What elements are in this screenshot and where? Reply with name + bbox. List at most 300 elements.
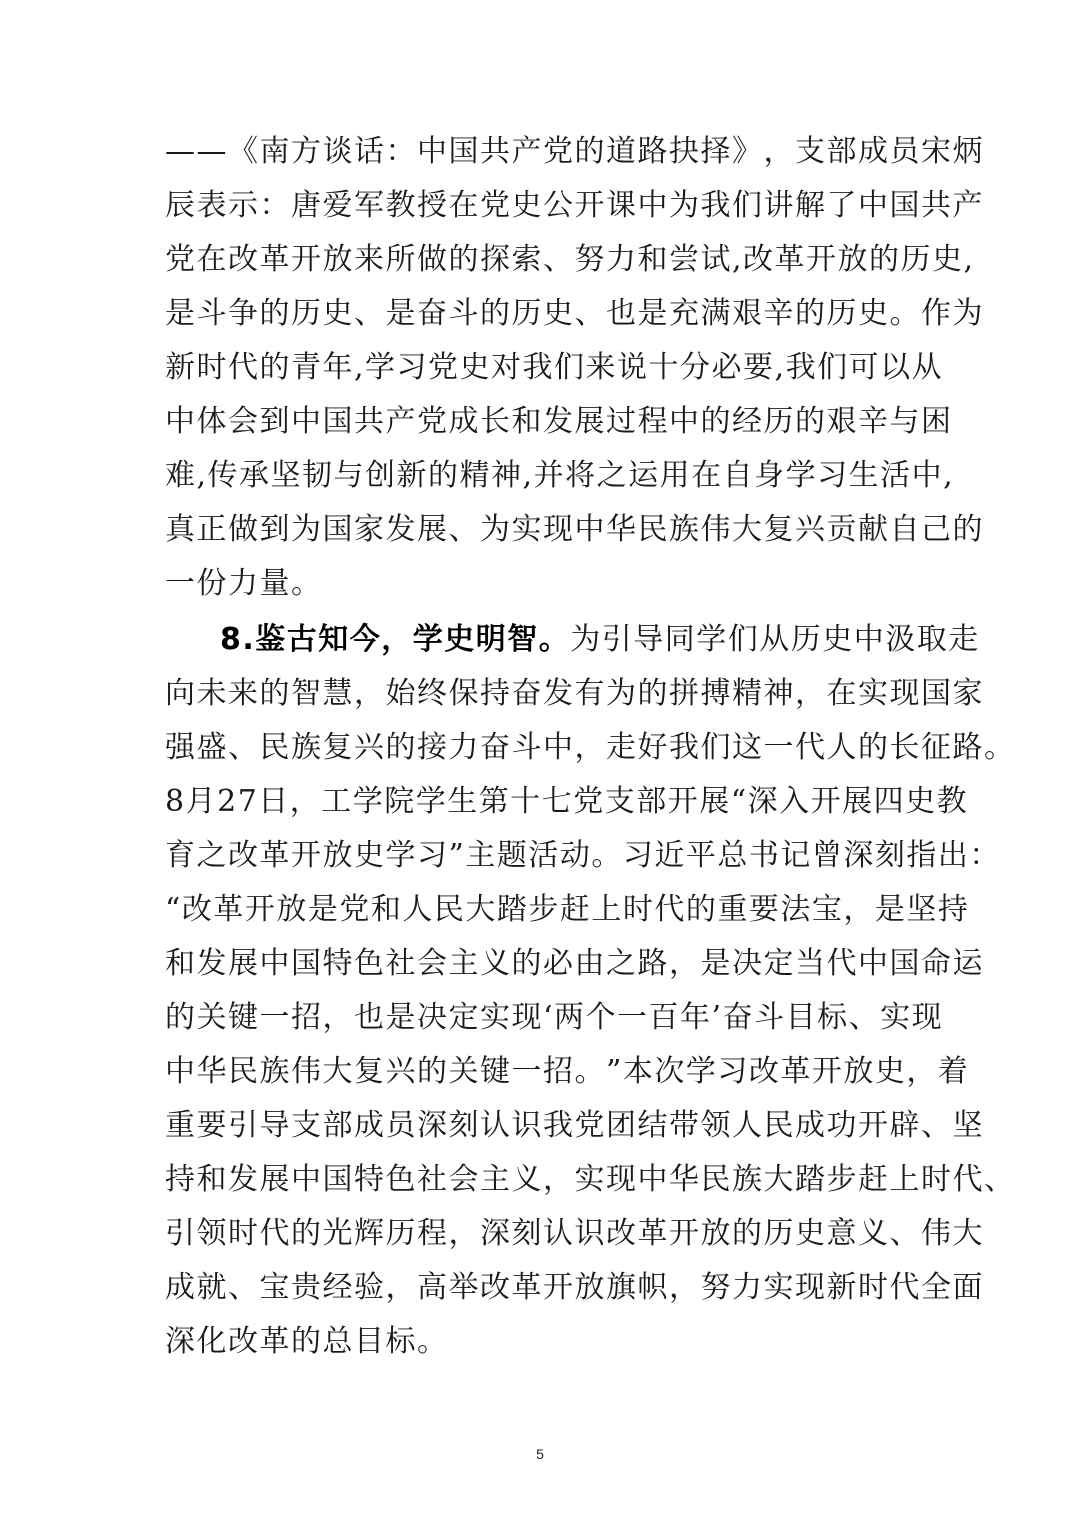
glyph: 活 [528, 838, 560, 873]
glyph: 改 [606, 1216, 638, 1251]
glyph: 为 [291, 512, 323, 547]
glyph: 时 [622, 892, 655, 927]
glyph: 8 [165, 784, 186, 819]
glyph: 家 [354, 512, 386, 547]
glyph: 我 [700, 188, 732, 223]
glyph: 盛 [196, 730, 228, 765]
glyph: 实 [480, 1000, 512, 1035]
glyph: ： [259, 188, 291, 223]
glyph: 中 [911, 458, 944, 493]
glyph: 中 [543, 730, 575, 765]
glyph: 当 [795, 946, 827, 981]
glyph: 的 [259, 296, 291, 331]
glyph: 个 [585, 1000, 618, 1035]
glyph: 史 [905, 784, 937, 819]
glyph: 满 [700, 296, 732, 331]
glyph: 《 [228, 134, 260, 169]
glyph: 斗 [754, 1000, 786, 1035]
glyph: 年 [680, 1000, 712, 1035]
glyph: “ [165, 892, 182, 927]
glyph: 团 [606, 1108, 638, 1143]
glyph: 走 [606, 730, 638, 765]
glyph: 认 [480, 1108, 512, 1143]
text-line [165, 1052, 970, 1092]
glyph: 成 [448, 404, 480, 439]
glyph: 家 [952, 676, 984, 711]
glyph: 国 [448, 134, 480, 169]
glyph: 之 [196, 838, 228, 873]
glyph: 中 [637, 188, 669, 223]
glyph: 伟 [921, 1216, 953, 1251]
glyph: 必 [543, 946, 575, 981]
glyph: 和 [637, 242, 669, 277]
glyph: 的 [637, 676, 669, 711]
text-line [165, 1214, 984, 1254]
glyph: ， [669, 1270, 701, 1305]
glyph: 题 [496, 838, 529, 873]
glyph: 国 [322, 512, 354, 547]
glyph: 是 [385, 1000, 417, 1035]
glyph: 旗 [606, 1270, 638, 1305]
glyph: 民 [433, 892, 466, 927]
glyph: 爱 [322, 188, 354, 223]
glyph: 来 [228, 676, 260, 711]
glyph: 创 [365, 458, 397, 493]
glyph: 意 [826, 1216, 858, 1251]
glyph: 坚 [952, 1108, 984, 1143]
glyph: 中 [858, 188, 890, 223]
glyph: 实 [511, 512, 543, 547]
glyph: 主 [448, 946, 480, 981]
glyph: 族 [732, 1162, 764, 1197]
glyph: 引 [165, 1216, 197, 1251]
text-line [165, 782, 969, 822]
glyph: 近 [654, 838, 686, 873]
glyph: 社 [417, 1162, 449, 1197]
glyph: 运 [628, 458, 660, 493]
glyph: 史 [932, 242, 964, 277]
text-line [165, 240, 975, 280]
text-line [165, 510, 984, 550]
glyph: 产 [952, 188, 984, 223]
glyph: 到 [259, 404, 291, 439]
glyph: 华 [606, 512, 638, 547]
glyph: 主 [465, 838, 497, 873]
glyph: 持 [480, 676, 512, 711]
glyph: 是 [637, 296, 669, 331]
glyph: 历 [291, 296, 323, 331]
glyph: ， [843, 892, 875, 927]
glyph: 是 [307, 892, 340, 927]
glyph: 承 [239, 458, 271, 493]
glyph: 决 [417, 1000, 449, 1035]
glyph: 神 [491, 458, 523, 493]
glyph: 持 [165, 1162, 197, 1197]
glyph: ， [322, 1000, 354, 1035]
glyph: 择 [700, 134, 732, 169]
glyph: , [354, 350, 366, 385]
glyph: 力 [732, 1270, 764, 1305]
glyph: 兴 [354, 730, 386, 765]
glyph: 育 [165, 838, 197, 873]
glyph: 改 [228, 838, 260, 873]
glyph: 程 [417, 1216, 449, 1251]
glyph: ， [448, 1216, 480, 1251]
glyph: 支 [291, 1108, 323, 1143]
glyph: 光 [322, 1216, 354, 1251]
glyph: 生 [447, 784, 479, 819]
glyph: ’ [711, 1000, 723, 1035]
glyph: 革 [511, 1270, 543, 1305]
glyph: 的 [417, 1054, 449, 1089]
glyph: 新 [826, 1270, 858, 1305]
glyph: 我 [543, 1108, 575, 1143]
glyph: 平 [685, 838, 718, 873]
glyph: 深 [417, 1108, 449, 1143]
glyph: 举 [448, 1270, 480, 1305]
glyph: 总 [717, 838, 749, 873]
glyph: 实 [858, 676, 890, 711]
text-line [165, 456, 955, 496]
glyph: 大 [732, 512, 764, 547]
glyph: 2 [217, 784, 238, 819]
text-line [165, 1106, 984, 1146]
glyph: 力 [448, 730, 480, 765]
glyph: 放 [574, 1270, 606, 1305]
glyph: 为 [669, 188, 701, 223]
glyph: 十 [510, 784, 542, 819]
glyph: 族 [669, 512, 701, 547]
glyph: 路 [952, 730, 984, 765]
glyph: 南 [259, 134, 291, 169]
glyph: 努 [700, 1270, 732, 1305]
glyph: 史 [322, 296, 354, 331]
glyph: 展 [228, 946, 260, 981]
glyph: 法 [780, 892, 812, 927]
glyph: 学 [415, 784, 448, 819]
glyph: 可 [848, 350, 881, 385]
glyph: 结 [637, 1108, 669, 1143]
glyph: 代 [826, 946, 858, 981]
glyph: 经 [732, 404, 764, 439]
glyph: 习 [396, 350, 429, 385]
glyph: 国 [322, 1162, 354, 1197]
glyph: 一 [259, 1000, 291, 1035]
glyph: 成 [354, 1108, 386, 1143]
glyph: 我 [522, 350, 555, 385]
glyph: 决 [732, 946, 764, 981]
glyph: 共 [354, 404, 386, 439]
glyph: 开 [811, 1054, 844, 1089]
glyph: 表 [196, 188, 228, 223]
glyph: ， [574, 730, 606, 765]
glyph: 在 [196, 242, 228, 277]
glyph: 的 [480, 296, 512, 331]
glyph: , [732, 242, 744, 277]
glyph: 展 [417, 512, 449, 547]
glyph: 本 [622, 1054, 655, 1089]
glyph: 党 [543, 134, 575, 169]
glyph: 员 [889, 134, 921, 169]
glyph: 放 [843, 1054, 875, 1089]
glyph: 民 [763, 1108, 795, 1143]
glyph: 时 [858, 1270, 890, 1305]
glyph: 程 [637, 404, 669, 439]
glyph: 开 [858, 1108, 890, 1143]
glyph: 月 [185, 784, 218, 819]
glyph: 接 [417, 730, 449, 765]
glyph: 识 [511, 1108, 543, 1143]
glyph: 教 [936, 784, 969, 819]
glyph: ， [289, 784, 322, 819]
glyph: 民 [228, 1054, 260, 1089]
glyph: 、 [228, 730, 260, 765]
glyph: 出 [937, 838, 970, 873]
glyph: 识 [574, 1216, 606, 1251]
glyph: 献 [858, 512, 890, 547]
glyph: 是 [700, 946, 732, 981]
glyph: 重 [717, 892, 749, 927]
glyph: 一 [617, 1000, 649, 1035]
glyph: 争 [228, 296, 260, 331]
glyph: 为 [606, 676, 638, 711]
glyph: 军 [354, 188, 386, 223]
glyph: 辛 [763, 296, 795, 331]
glyph: 开 [291, 242, 323, 277]
glyph: ， [385, 1270, 417, 1305]
glyph: 成 [165, 1270, 197, 1305]
glyph: 奋 [511, 676, 543, 711]
glyph: 要 [748, 892, 781, 927]
glyph: 义 [511, 1162, 543, 1197]
glyph: 与 [889, 404, 921, 439]
glyph: 时 [921, 1162, 953, 1197]
glyph: 开 [810, 784, 843, 819]
glyph: 未 [196, 676, 228, 711]
glyph: 尝 [669, 242, 701, 277]
glyph: 实 [574, 1162, 606, 1197]
glyph: 学 [385, 838, 417, 873]
glyph: 现 [889, 676, 921, 711]
glyph: 上 [591, 892, 623, 927]
glyph: — [165, 134, 197, 169]
glyph: 国 [889, 188, 921, 223]
glyph: 做 [417, 242, 449, 277]
glyph: 身 [754, 458, 786, 493]
glyph: 史 [858, 296, 890, 331]
glyph: 自 [889, 512, 921, 547]
text-line: 深化改革的总目标。 [165, 1324, 449, 1359]
glyph: 做 [228, 512, 260, 547]
glyph: 公 [543, 188, 575, 223]
glyph: 们 [732, 188, 764, 223]
glyph: 中 [259, 946, 291, 981]
glyph: 革 [213, 892, 245, 927]
glyph: 主 [480, 1162, 512, 1197]
glyph: 复 [354, 1054, 386, 1089]
glyph: 辉 [354, 1216, 386, 1251]
glyph: 难 [165, 458, 197, 493]
glyph: 艰 [826, 404, 858, 439]
glyph: 谈 [322, 134, 354, 169]
glyph: 路 [637, 946, 669, 981]
glyph: 。 [889, 296, 921, 331]
glyph: 色 [354, 946, 386, 981]
glyph: 、 [228, 1270, 260, 1305]
glyph: 之 [596, 458, 629, 493]
glyph: 时 [196, 350, 228, 385]
glyph: 刻 [511, 1216, 543, 1251]
glyph: 中 [637, 1162, 669, 1197]
glyph: 们 [700, 730, 732, 765]
glyph: 、 [448, 512, 480, 547]
glyph: 部 [322, 1108, 354, 1143]
glyph: 在 [448, 188, 480, 223]
glyph: 两 [554, 1000, 586, 1035]
glyph: 史 [511, 188, 543, 223]
glyph: 的 [291, 1216, 323, 1251]
glyph: 历 [900, 242, 933, 277]
glyph: 会 [448, 1162, 480, 1197]
glyph: 自 [722, 458, 755, 493]
glyph: ， [354, 676, 386, 711]
glyph: 革 [774, 242, 807, 277]
text-line [165, 674, 984, 714]
glyph: 为 [952, 296, 984, 331]
glyph: 发 [543, 676, 575, 711]
glyph: 动 [559, 838, 592, 873]
glyph: 历 [385, 1216, 417, 1251]
glyph: 中 [417, 134, 449, 169]
glyph: 中 [574, 512, 606, 547]
glyph: 开 [291, 838, 323, 873]
glyph: 中 [858, 946, 890, 981]
glyph: ， [906, 1054, 938, 1089]
glyph: ， [763, 134, 795, 169]
glyph: 唐 [291, 188, 323, 223]
glyph: ‘ [543, 1000, 555, 1035]
glyph: 人 [826, 730, 858, 765]
glyph: 革 [637, 1216, 669, 1251]
glyph: 的 [869, 242, 901, 277]
glyph: 开 [244, 892, 277, 927]
glyph: 伟 [291, 1054, 323, 1089]
glyph: 是 [385, 296, 417, 331]
glyph: 引 [228, 1108, 260, 1143]
glyph: 斗 [448, 296, 480, 331]
glyph: 和 [165, 946, 197, 981]
glyph: 党 [339, 892, 371, 927]
glyph: 验 [354, 1270, 386, 1305]
glyph: 我 [785, 350, 818, 385]
glyph: 的 [165, 1000, 197, 1035]
page-number: 5 [536, 1446, 544, 1462]
glyph: 的 [685, 892, 718, 927]
glyph: 宝 [811, 892, 844, 927]
glyph: 学 [352, 784, 385, 819]
glyph: 革 [259, 838, 291, 873]
glyph: 全 [921, 1270, 953, 1305]
glyph: 奋 [417, 296, 449, 331]
glyph: 党 [573, 784, 605, 819]
glyph: 放 [837, 242, 870, 277]
glyph: ： [969, 838, 1001, 873]
glyph: 历 [763, 404, 795, 439]
glyph: 也 [606, 296, 638, 331]
glyph: 改 [228, 242, 260, 277]
glyph: 奋 [722, 1000, 755, 1035]
glyph: 习 [622, 838, 655, 873]
glyph: 来 [354, 242, 386, 277]
glyph: 的 [511, 946, 543, 981]
glyph: 改 [480, 1270, 512, 1305]
glyph: 刻 [448, 1108, 480, 1143]
glyph: 开 [667, 784, 700, 819]
glyph: 经 [322, 1270, 354, 1305]
glyph: 兴 [795, 512, 827, 547]
glyph: 就 [196, 1270, 228, 1305]
glyph: 人 [732, 1108, 764, 1143]
glyph: 新 [165, 350, 197, 385]
glyph: 员 [385, 1108, 417, 1143]
glyph: 7 [237, 784, 259, 819]
glyph: 从 [911, 350, 944, 385]
glyph: 坚 [270, 458, 303, 493]
glyph: 革 [259, 242, 291, 277]
glyph: 史 [354, 838, 386, 873]
glyph: 贵 [291, 1270, 323, 1305]
glyph: 的 [574, 134, 606, 169]
glyph: 教 [385, 188, 417, 223]
glyph: 运 [952, 946, 984, 981]
glyph: 话 [354, 134, 386, 169]
glyph: 发 [385, 512, 417, 547]
glyph: , [196, 458, 208, 493]
glyph: 这 [732, 730, 764, 765]
glyph: ” [606, 1054, 623, 1089]
glyph: 院 [384, 784, 416, 819]
glyph: 百 [648, 1000, 681, 1035]
glyph: 四 [873, 784, 906, 819]
glyph: 由 [574, 946, 606, 981]
glyph: 代 [889, 1270, 921, 1305]
glyph: 慧 [322, 676, 354, 711]
glyph: 现 [606, 1162, 638, 1197]
glyph: 正 [196, 512, 228, 547]
glyph: 代 [952, 1162, 984, 1197]
glyph: 国 [291, 946, 323, 981]
glyph: 说 [617, 350, 649, 385]
glyph: 义 [480, 946, 512, 981]
glyph: 放 [322, 242, 354, 277]
glyph: 代 [795, 730, 827, 765]
text-line [165, 1160, 1016, 1200]
glyph: 关 [448, 1054, 480, 1089]
glyph: 长 [480, 404, 512, 439]
glyph: 记 [780, 838, 812, 873]
glyph: 、 [921, 1108, 953, 1143]
glyph: 放 [700, 1216, 732, 1251]
glyph: 也 [354, 1000, 386, 1035]
glyph: 课 [606, 188, 638, 223]
glyph: 招 [291, 1000, 323, 1035]
glyph: 曾 [811, 838, 844, 873]
glyph: 代 [654, 892, 686, 927]
glyph: 键 [480, 1054, 512, 1089]
glyph: 大 [322, 1054, 354, 1089]
glyph: 过 [606, 404, 638, 439]
glyph: 长 [889, 730, 921, 765]
